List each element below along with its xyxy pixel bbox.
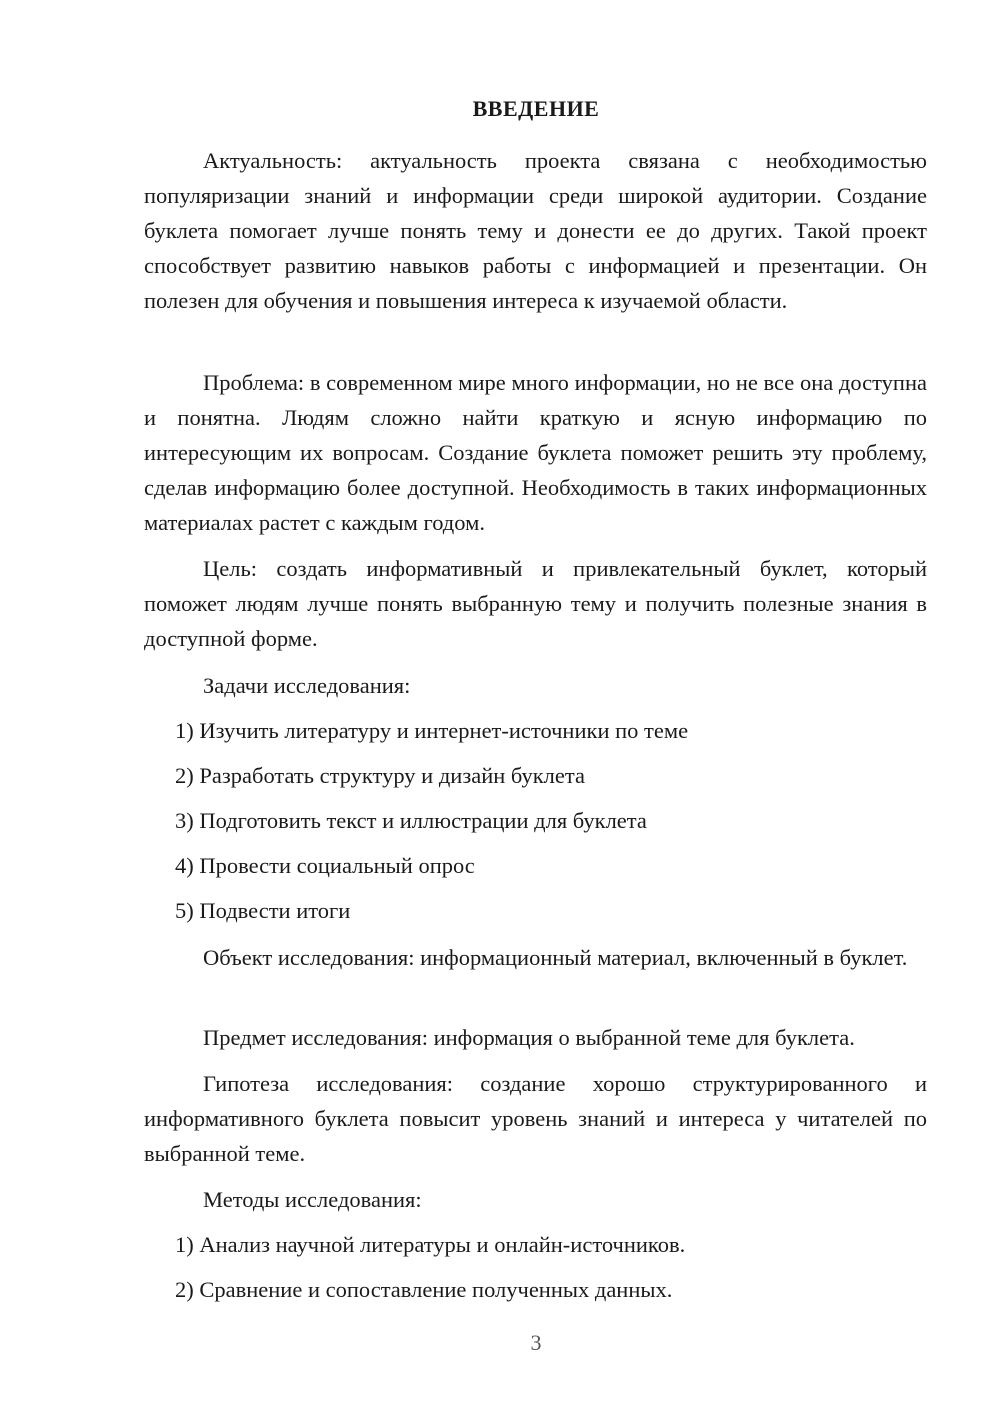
method-item-1: 1) Анализ научной литературы и онлайн-источников. bbox=[175, 1232, 686, 1257]
object-text: Объект исследования: информационный материал, включенный в буклет. bbox=[203, 945, 908, 970]
paragraph-problem bbox=[144, 365, 927, 540]
task-item-1: 1) Изучить литературу и интернет-источники по теме bbox=[175, 718, 689, 743]
paragraph-relevance bbox=[144, 143, 927, 318]
paragraph-object bbox=[144, 940, 927, 975]
goal-text: Цель: создать информативный и привлекательный буклет, который поможет людям лучше понять выбранную тему и получить полезные знания в доступной форме. bbox=[144, 556, 927, 651]
relevance-text: Актуальность: актуальность проекта связана с необходимостью популяризации знаний и информации среди широкой аудитории. Создание буклета помогает лучше понять тему и донести ее до других. Такой проект способствует развитию навыков работы с информацией и презентации. Он полезен для обучения и повышения интереса к изучаемой области. bbox=[144, 148, 927, 313]
task-item-5: 5) Подвести итоги bbox=[175, 898, 351, 923]
hypothesis-text: Гипотеза исследования: создание хорошо структурированного и информативного буклета повысит уровень знаний и интереса у читателей по выбранной теме. bbox=[144, 1071, 927, 1166]
page-number: 3 bbox=[530, 1330, 542, 1355]
tasks-heading: Задачи исследования: bbox=[203, 673, 411, 698]
paragraph-subject bbox=[144, 1020, 927, 1055]
task-item-2: 2) Разработать структуру и дизайн буклета bbox=[175, 763, 585, 788]
paragraph-hypothesis bbox=[144, 1066, 927, 1171]
subject-text: Предмет исследования: информация о выбранной теме для буклета. bbox=[203, 1025, 855, 1050]
paragraph-goal bbox=[144, 551, 927, 656]
task-item-3: 3) Подготовить текст и иллюстрации для буклета bbox=[175, 808, 647, 833]
problem-text: Проблема: в современном мире много информации, но не все она доступна и понятна. Людям сложно найти краткую и ясную информацию по интересующим их вопросам. Создание буклета поможет решить эту проблему, сделав информацию более доступной. Необходимость в таких информационных материалах растет с каждым годом. bbox=[144, 370, 927, 535]
methods-heading: Методы исследования: bbox=[203, 1187, 422, 1212]
method-item-2: 2) Сравнение и сопоставление полученных данных. bbox=[175, 1277, 673, 1302]
page-title: ВВЕДЕНИЕ bbox=[472, 96, 600, 121]
task-item-4: 4) Провести социальный опрос bbox=[175, 853, 475, 878]
